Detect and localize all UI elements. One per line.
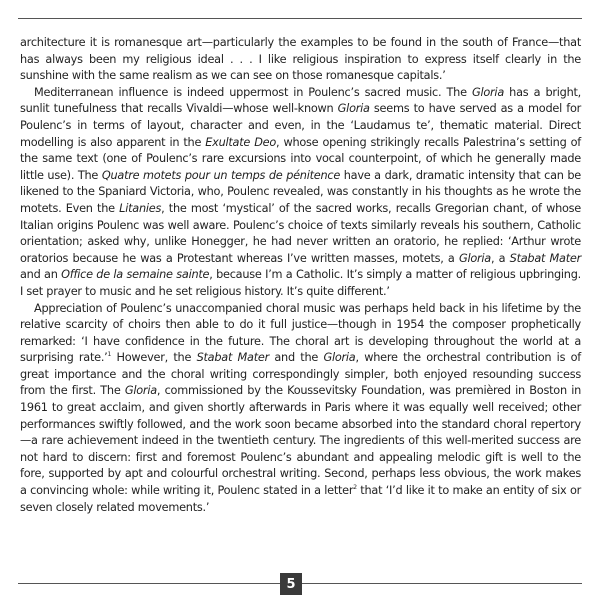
text-run: and the <box>268 351 324 365</box>
text-run: , because I’m a Catholic. It’s simply a matter of religious upbringing. I set prayer to music and he set religious history. It’s quite different.’ <box>20 268 581 298</box>
text-run: that ‘I’d like it to make an entity of six or seven closely related movements.’ <box>20 484 582 514</box>
text-run: , the most ‘mystical’ of the sacred works, recalls Gregorian chant, of whose Italian origins Poulenc was well aware. Poulenc’s choice of texts similarly reveals his southern, Catholic orientation; asked why, unlike Honegger, he had never written an oratorio, he replied: ‘Arthur wrote oratorios because he was a Protestant whereas I’ve written masses, motets, a <box>20 201 581 265</box>
italic-title: Exultate Deo <box>205 135 277 149</box>
italic-title: Litanies <box>119 201 162 215</box>
paragraph <box>20 85 581 301</box>
text-run: Appreciation of Poulenc’s unaccompanied choral music was perhaps held back in his lifetime by the relative scarcity of choirs then able to do it full justice—though in 1954 the composer prophetically remarked: ‘I have confidence in the future. The choral art is developing throughout the world at a surprising rate.’ <box>20 301 581 365</box>
paragraph <box>20 301 581 517</box>
text-run: has a bright, sunlit tunefulness that recalls Vivaldi—whose well-known <box>20 85 581 116</box>
page-number: 5 <box>280 573 302 595</box>
text-run: However, the <box>111 351 197 365</box>
text-run: , whose opening strikingly recalls Palestrina’s setting of the same text (one of Poulenc’s rare excursions into vocal counterpoint, of which he generally made little use). The <box>20 135 581 182</box>
italic-title: Gloria <box>471 85 504 99</box>
italic-title: Gloria <box>323 351 356 365</box>
text-run: seems to have served as a model for Poulenc’s in terms of layout, character and even, in the ‘Laudamus te’, thematic material. Direct modelling is also apparent in the <box>20 102 581 149</box>
text-run: and an <box>20 268 62 282</box>
italic-title: Stabat Mater <box>196 351 269 365</box>
italic-title: Gloria <box>124 384 157 398</box>
italic-title: Stabat Mater <box>509 251 581 265</box>
footnote-marker: 1 <box>107 351 112 359</box>
text-run: Mediterranean influence is indeed uppermost in Poulenc’s sacred music. The <box>34 85 472 99</box>
text-run: , commissioned by the Koussevitsky Foundation, was premièred in Boston in 1961 to great acclaim, and given shortly afterwards in Paris where it was equally well received; other performances swiftly followed, and the work soon became absorbed into the standard choral repertory—a rare achievement indeed in the twentieth century. The ingredients of this well-merited success are not hard to discern: first and foremost Poulenc’s abundant and appealing melodic gift is well to the fore, supported by apt and colourful orchestral writing. Second, perhaps less obvious, the work makes a convincing whole: while writing it, Poulenc stated in a letter <box>20 384 581 498</box>
italic-title: Office de la semaine sainte <box>61 268 210 282</box>
text-run: , where the orchestral contribution is of great importance and the choral writing correspondingly simpler, both enjoyed resounding success from the first. The <box>20 351 581 398</box>
italic-title: Gloria <box>337 102 370 116</box>
footnote-marker: 2 <box>353 484 357 492</box>
text-run: architecture it is romanesque art—particularly the examples to be found in the south of France—that has always been my religious ideal . . . I like religious inspiration to express itself clearly in the sunshine with the same realism as we can see on those romanesque capitals.’ <box>20 36 581 83</box>
italic-title: Gloria <box>458 251 491 265</box>
top-rule <box>18 18 582 19</box>
paragraph <box>20 35 581 85</box>
italic-title: Quatre motets pour un temps de pénitence <box>101 168 341 182</box>
body-text <box>20 35 581 516</box>
text-run: , a <box>490 251 510 265</box>
text-run: have a dark, dramatic intensity that can be likened to the Spaniard Victoria, who, Poulenc revealed, was constantly in his thoughts as he wrote the motets. Even the <box>20 168 581 215</box>
